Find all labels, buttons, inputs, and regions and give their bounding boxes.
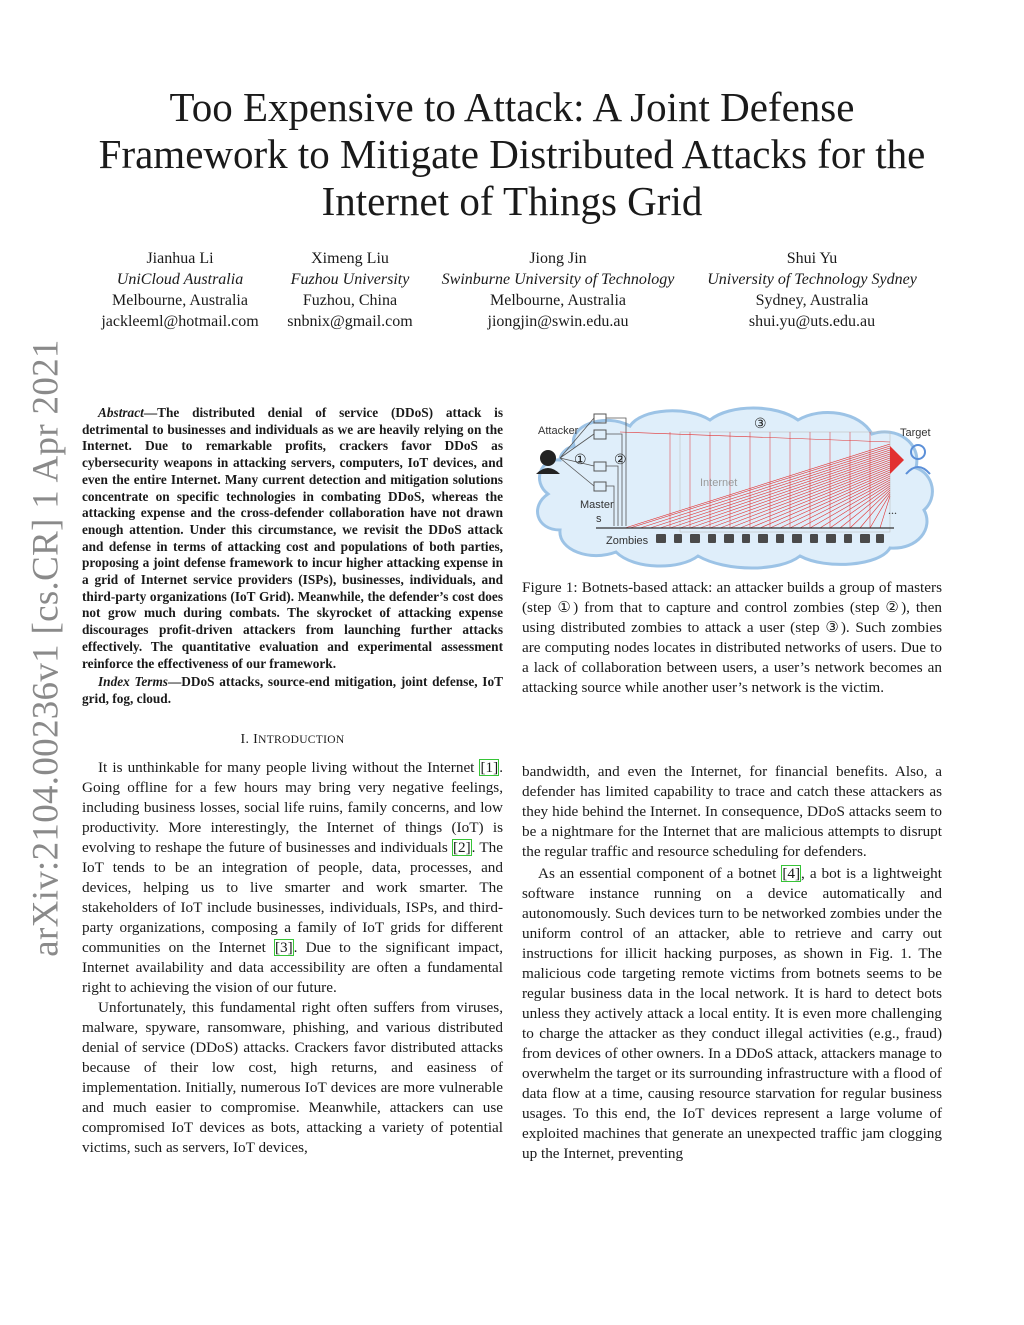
left-column — [82, 405, 503, 1158]
author-location: Fuzhou, China — [302, 292, 398, 309]
masters-label: Master — [580, 499, 614, 511]
arxiv-stamp-text: arXiv:2104.00236v1 [cs.CR] 1 Apr 2021 — [25, 338, 67, 957]
intro-paragraph-2: Unfortunately, this fundamental right often suffers from viruses, malware, spyware, ransomware, phishing, and various distributed denial of service (DDoS) attacks. Crackers favor distributed attacks because of their low cost, high returns, and easiness of implementation. Initially, numerous IoT devices are more vulnerable and much easier to compromise. Meanwhile, attackers can use compromised IoT devices as bots, attacking a variety of potential victims, such as servers, IoT devices, — [82, 998, 503, 1156]
internet-label: Internet — [700, 477, 738, 489]
index-terms-label: Index Terms — [98, 674, 168, 690]
index-terms — [82, 674, 503, 707]
citation-link[interactable]: [2] — [452, 838, 471, 856]
botnet-figure — [530, 402, 938, 574]
author-affiliation: University of Technology Sydney — [707, 271, 917, 288]
step-1-label: ① — [574, 453, 587, 468]
section-number: I. — [240, 731, 250, 747]
right-paragraph-2: As an essential component of a botnet [4], a bot is a lightweight software instance running on a device automatically and autonomously. Such devices turn to be networked zombies under the uniform control of an attacker, able to retrieve and carry out instructions for illicit hacking purposes, as shown in Fig. 1. The malicious code targeting remote victims from botnets seems to be regular business data in the local network. It is hard to detect bots unless they actively attack a local entity. It is even more challenging to charge the attacker as they conduct illegal activities (e.g., fraud) from devices of other owners. In a DDoS attack, attackers manage to overwhelm the target or its surrounding infrastructure with a flood of data flow at a time, causing resource starvation for regular business usages. To this end, the IoT devices represent a large volume of exploited machines that generate an unexpected traffic jam clogging up the Internet, preventing — [522, 865, 942, 1162]
author-location: Melbourne, Australia — [112, 292, 248, 309]
index-terms-text: —DDoS attacks, source-end mitigation, joint defense, IoT grid, fog, cloud. — [82, 674, 503, 706]
citation-link[interactable]: [3] — [274, 938, 293, 956]
section-title-first: I — [253, 731, 259, 747]
step-3-label: ③ — [754, 417, 767, 432]
device-icon — [844, 534, 852, 543]
abstract-label: Abstract — [98, 405, 144, 420]
device-icon — [690, 534, 700, 543]
device-icon — [758, 534, 768, 543]
device-icon — [826, 534, 836, 543]
zombies-label: Zombies — [606, 535, 649, 547]
right-paragraph-1: bandwidth, and even the Internet, for financial benefits. Also, a defender has limited capability to trace and catch these attackers as they hide behind the Internet. In consequence, DDoS attacks seem to be a nightmare for the Internet that are malicious attempts to disrupt the regular traffic and resource scheduling for defenders. — [522, 763, 942, 860]
ellipsis-label: ... — [888, 503, 897, 517]
author-4 — [707, 248, 917, 332]
device-icon — [724, 534, 734, 543]
author-name: Shui Yu — [786, 250, 838, 267]
citation-link[interactable]: [1] — [480, 758, 499, 776]
figure-caption: Figure 1: Botnets-based attack: an attacker builds a group of masters (step ①) from that to capture and control zombies (step ②), then using distributed zombies to attack a user (step ③). Such zombies are computing nodes locates in distributed networks of users. Due to a lack of collaboration between users, a user’s network becomes an attacking source while another user’s network is the victim. — [522, 579, 942, 696]
masters-label-s: s — [596, 513, 602, 525]
abstract — [82, 405, 503, 708]
device-icon — [860, 534, 870, 543]
device-icon — [708, 534, 716, 543]
author-name: Jiong Jin — [529, 250, 587, 267]
device-icon — [776, 534, 784, 543]
author-email: shui.yu@uts.edu.au — [748, 313, 876, 330]
author-location: Melbourne, Australia — [490, 292, 626, 309]
author-affiliation: Swinburne University of Technology — [441, 271, 675, 288]
device-icon — [742, 534, 750, 543]
device-icon — [810, 534, 818, 543]
right-column — [522, 762, 942, 1164]
step-2-label: ② — [614, 453, 627, 468]
device-icon — [876, 534, 884, 543]
citation-link[interactable]: [4] — [782, 865, 801, 882]
author-affiliation: Fuzhou University — [290, 271, 410, 288]
author-email: jiongjin@swin.edu.au — [487, 313, 629, 330]
author-3 — [442, 248, 675, 332]
abstract-text: —The distributed denial of service (DDoS) attack is detrimental to businesses and individuals as we are heavily relying on the Internet. Due to remarkable profits, crackers favor DDoS as cybersecurity weapons in attacking servers, computers, IoT devices, and even the entire Internet. Many current detection and mitigation solutions concentrate on specific technologies in combating DDoS, whereas the attacking expense and the cross-defender collaboration have not drawn enough attention. Under this circumstance, we revisit the DDoS attack and defense in terms of attacking cost and populations of both parties, proposing a joint defense framework to incur higher attacking expense in a grid of Internet service providers (ISPs), businesses, individuals, and third-party organizations (IoT Grid). Meanwhile, the defender’s cost does not grow much during combats. The skyrocket of attacking expense discourages profit-driven attackers from launching further attacks effectively. The quantitative evaluation and experimental assessment reinforce the effectiveness of our framework. — [82, 405, 503, 671]
attacker-label: Attacker — [538, 425, 579, 437]
section-title-rest: NTRODUCTION — [258, 733, 345, 746]
intro-paragraph-1: It is unthinkable for many people living without the Internet [1]. Going offline for a few hours may bring very negative feelings, including business losses, social life ruins, family concerns, and low productivity. More interestingly, the Internet of things (IoT) is evolving to reshape the future of businesses and individuals [2]. The IoT tends to be an integration of people, data, processes, and devices, helping us to live smarter and work smarter. The stakeholders of IoT include businesses, individuals, ISPs, and third-party organizations, composing a family of IoT grids for different communities on the Internet [3]. Due to the significant impact, Internet availability and data accessibility are often a fundamental right to achieving the vision of our future. — [82, 758, 503, 996]
device-icon — [674, 534, 682, 543]
section-heading-introduction — [82, 730, 503, 750]
author-1 — [101, 248, 258, 332]
author-block — [80, 248, 944, 338]
author-affiliation: UniCloud Australia — [116, 271, 244, 288]
target-label: Target — [900, 427, 931, 439]
author-name: Ximeng Liu — [311, 250, 389, 267]
author-location: Sydney, Australia — [755, 292, 869, 309]
arxiv-stamp — [22, 338, 70, 957]
paper-title: Too Expensive to Attack: A Joint Defense Framework to Mitigate Distributed Attacks for the Internet of Things Grid — [98, 84, 926, 224]
author-email: snbnix@gmail.com — [287, 313, 413, 330]
author-2 — [287, 248, 412, 332]
author-email: jackleeml@hotmail.com — [101, 313, 259, 330]
device-icon — [792, 534, 802, 543]
author-name: Jianhua Li — [146, 250, 214, 267]
device-icon — [656, 534, 666, 543]
